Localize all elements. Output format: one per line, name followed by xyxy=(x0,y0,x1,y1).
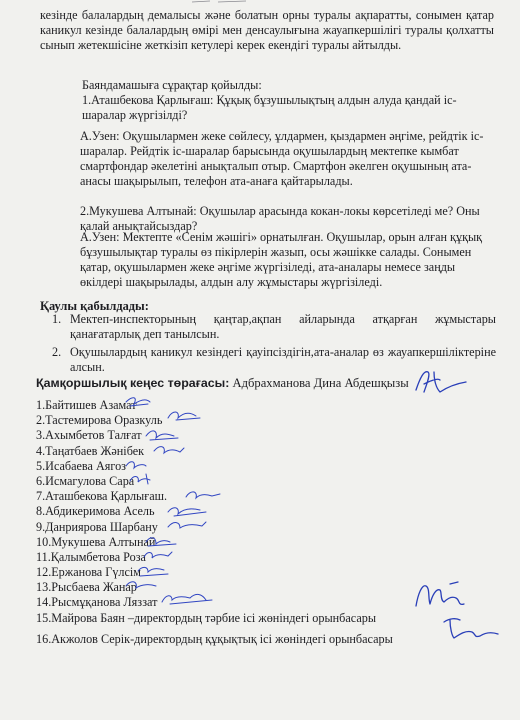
question-2: 2.Мукушева Алтынай: Оқушылар арасында кокан-локы көрсетіледі ме? Оны қалай анықтайсыздар? xyxy=(80,204,480,233)
member-row: 2.Тастемирова Оразкуль xyxy=(36,413,163,428)
decision-number: 2. xyxy=(52,345,62,359)
member-row: 13.Рысбаева Жанар xyxy=(36,580,137,595)
intro-paragraph: кезінде балалардың демалысы және болатын орны туралы ақпаратты, сонымен қатар каникул кезінде балалардың өмірі мен денсаулығына жауапкершілігі туралы қолхатты сынып жетекшісіне жеткізіп кетулері керек екендігі туралы айтылды. xyxy=(40,8,494,52)
answer-2 xyxy=(80,230,496,290)
chair-label: Қамқоршылық кеңес төрағасы: xyxy=(36,376,230,390)
questions-section xyxy=(82,78,496,123)
decision-text: Мектеп-инспекторының қаңтар,ақпан айларында атқарған жұмыстары қанағатарлық деп танылсын. xyxy=(70,312,496,341)
member-row: 5.Исабаева Аягоз xyxy=(36,458,126,473)
member-row: 1.Байтишев Азамат xyxy=(36,398,137,412)
decision-number: 1. xyxy=(52,312,62,326)
member-row: 15.Майрова Баян –директордың тәрбие ісі жөніндегі орынбасары xyxy=(36,610,377,625)
member-row: 4.Таңатбаев Жәнібек xyxy=(36,443,145,458)
decision-text: Оқушылардың каникул кезіндегі қауіпсіздігін,ата-аналар өз жауапкершіліктеріне алсын. xyxy=(70,345,496,374)
decision-item xyxy=(52,312,496,342)
member-row: 16.Акжолов Серік-директордың құқықтық ісі жөніндегі орынбасары xyxy=(36,631,393,646)
top-edge-mark xyxy=(190,0,250,4)
member-row: 7.Аташбекова Қарлығаш. xyxy=(36,489,168,504)
member-row: 6.Исмагулова Сара xyxy=(36,473,135,488)
chair-name: Адбрахманова Дина Абдешқызы xyxy=(232,376,409,390)
chair-signature xyxy=(410,366,470,396)
questions-intro: Баяндамашыға сұрақтар қойылды: xyxy=(82,78,262,92)
member-row: 11.Қалымбетова Роза xyxy=(36,549,146,564)
answer-1: А.Узен: Оқушылармен жеке сөйлесу, ұлдармен, қыздармен әңгіме, рейдтік іс-шаралар. Рейдтік іс-шаралар барысында оқушылардың мектепке кымбат смартфондар әкелетіні анықталып отыр. Смартфон әкелген оқушының ата-анасы шақырылып, телефон ата-анаға қайтарылады. xyxy=(80,129,484,188)
members-list xyxy=(36,398,510,653)
member-row: 10.Мукушева Алтынай xyxy=(36,534,156,549)
member-row: 8.Абдикеримова Асель xyxy=(36,504,155,519)
member-row: 3.Ахымбетов Талғат xyxy=(36,428,142,443)
member-row: 9.Данриярова Шарбану xyxy=(36,519,158,534)
deputy-signature-16 xyxy=(440,614,506,642)
deputy-signature-15 xyxy=(410,578,476,610)
member-row: 12.Ержанова Гүлсім xyxy=(36,565,141,580)
answer-2-text: А.Узен: Мектепте «Сенім жәшігі» орнатылған. Оқушылар, орын алған құқық бұзушылықтар туралы өз пікірлерін жазып, осы жәшікке салады. Сонымен қатар, оқушылармен жеке әңгіме жүргізіледі, ата-аналары немесе заңды өкілдері шақырылады, алдын алу жұмыстары жүргізіледі. xyxy=(80,230,483,289)
member-row: 14.Рысмұқанова Ляззат xyxy=(36,595,158,610)
question-1: 1.Аташбекова Қарлығаш: Құқық бұзушылықтың алдын алуда қандай іс-шаралар жүргізілді? xyxy=(82,93,457,122)
decided-heading: Қаулы қабылдады: xyxy=(40,299,149,313)
